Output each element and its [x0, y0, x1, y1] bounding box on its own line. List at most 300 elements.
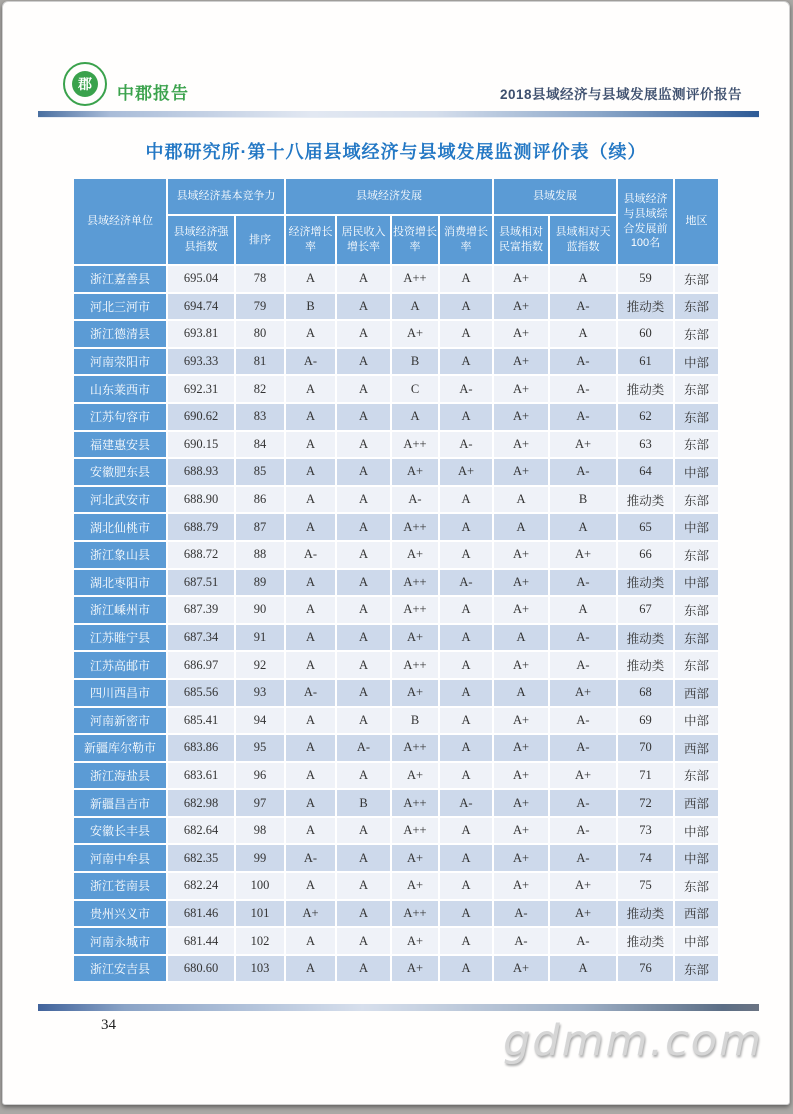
data-cell: A+ — [392, 680, 440, 708]
data-cell: A — [286, 321, 337, 349]
data-cell: 东部 — [675, 873, 720, 901]
county-name-cell: 河北武安市 — [74, 487, 168, 515]
subheader-income-growth: 居民收入增长率 — [337, 216, 392, 266]
data-cell: 93 — [236, 680, 286, 708]
data-cell: 东部 — [675, 294, 720, 322]
table-row — [74, 376, 720, 404]
data-cell: 687.39 — [168, 597, 236, 625]
data-cell: 693.81 — [168, 321, 236, 349]
data-cell: A- — [550, 928, 618, 956]
data-cell: A — [337, 845, 392, 873]
data-cell: 688.93 — [168, 459, 236, 487]
data-cell: 东部 — [675, 376, 720, 404]
data-cell: 101 — [236, 901, 286, 929]
county-name-cell: 河北三河市 — [74, 294, 168, 322]
data-cell: A — [286, 873, 337, 901]
page-number: 34 — [101, 1017, 116, 1033]
data-cell: A — [337, 652, 392, 680]
data-cell: A+ — [494, 266, 550, 294]
data-cell: A — [286, 928, 337, 956]
data-cell: A+ — [494, 459, 550, 487]
data-cell: A+ — [494, 790, 550, 818]
data-cell: 695.04 — [168, 266, 236, 294]
data-cell: A- — [286, 680, 337, 708]
data-cell: A — [286, 487, 337, 515]
data-cell: A+ — [494, 294, 550, 322]
data-cell: A+ — [550, 901, 618, 929]
data-cell: B — [392, 349, 440, 377]
data-cell: 东部 — [675, 404, 720, 432]
subheader-wealth-index: 县域相对民富指数 — [494, 216, 550, 266]
data-cell: A — [286, 597, 337, 625]
data-cell: A — [337, 321, 392, 349]
data-cell: 推动类 — [618, 928, 675, 956]
data-cell: A — [440, 735, 494, 763]
data-cell: A — [440, 928, 494, 956]
data-cell: A+ — [494, 652, 550, 680]
data-cell: A — [440, 404, 494, 432]
data-cell: A — [392, 294, 440, 322]
table-row — [74, 266, 720, 294]
data-cell: 中部 — [675, 928, 720, 956]
data-cell: 690.15 — [168, 432, 236, 460]
table-row — [74, 459, 720, 487]
data-cell: A- — [550, 735, 618, 763]
subheader-rank: 排序 — [236, 216, 286, 266]
table-row — [74, 790, 720, 818]
data-cell: 100 — [236, 873, 286, 901]
data-cell: 西部 — [675, 790, 720, 818]
data-cell: 90 — [236, 597, 286, 625]
data-cell: 推动类 — [618, 652, 675, 680]
data-cell: 东部 — [675, 266, 720, 294]
data-cell: A+ — [440, 459, 494, 487]
county-name-cell: 安徽长丰县 — [74, 818, 168, 846]
data-cell: A — [337, 459, 392, 487]
data-cell: 685.41 — [168, 708, 236, 736]
data-cell: A+ — [550, 873, 618, 901]
data-cell: A — [337, 956, 392, 984]
data-cell: A+ — [392, 321, 440, 349]
data-cell: 73 — [618, 818, 675, 846]
data-cell: A+ — [392, 763, 440, 791]
data-cell: 681.44 — [168, 928, 236, 956]
data-cell: A — [337, 542, 392, 570]
data-cell: A- — [550, 652, 618, 680]
county-name-cell: 浙江海盐县 — [74, 763, 168, 791]
data-cell: A — [337, 680, 392, 708]
data-cell: A — [494, 625, 550, 653]
data-cell: 82 — [236, 376, 286, 404]
data-cell: 694.74 — [168, 294, 236, 322]
data-cell: A — [286, 956, 337, 984]
data-cell: 61 — [618, 349, 675, 377]
county-name-cell: 新疆库尔勒市 — [74, 735, 168, 763]
data-cell: A+ — [550, 542, 618, 570]
data-cell: A — [550, 514, 618, 542]
page-title: 中郡研究所·第十八届县域经济与县域发展监测评价表（续） — [145, 142, 647, 162]
data-cell: 70 — [618, 735, 675, 763]
table-row — [74, 845, 720, 873]
data-cell: A+ — [494, 845, 550, 873]
data-cell: 中部 — [675, 708, 720, 736]
footer-divider — [38, 1004, 759, 1011]
table-row — [74, 487, 720, 515]
data-cell: 65 — [618, 514, 675, 542]
data-cell: 推动类 — [618, 625, 675, 653]
data-cell: 687.34 — [168, 625, 236, 653]
data-cell: A — [337, 708, 392, 736]
data-cell: 688.79 — [168, 514, 236, 542]
county-name-cell: 四川西昌市 — [74, 680, 168, 708]
county-name-cell: 湖北仙桃市 — [74, 514, 168, 542]
data-cell: A- — [550, 790, 618, 818]
data-cell: A — [440, 818, 494, 846]
data-cell: A++ — [392, 735, 440, 763]
county-name-cell: 浙江苍南县 — [74, 873, 168, 901]
group-header-competitiveness: 县域经济基本竞争力 — [168, 179, 286, 216]
table-row — [74, 901, 720, 929]
data-cell: 东部 — [675, 542, 720, 570]
county-name-cell: 浙江安吉县 — [74, 956, 168, 984]
county-name-cell: 山东莱西市 — [74, 376, 168, 404]
data-cell: 76 — [618, 956, 675, 984]
data-cell: B — [392, 708, 440, 736]
data-cell: A+ — [494, 542, 550, 570]
region-header: 地区 — [675, 179, 720, 266]
data-cell: 西部 — [675, 901, 720, 929]
data-cell: A- — [550, 404, 618, 432]
top100-header: 县域经济与县域综合发展前100名 — [618, 179, 675, 266]
corner-header: 县域经济单位 — [74, 179, 168, 266]
data-cell: 688.90 — [168, 487, 236, 515]
table-row — [74, 404, 720, 432]
data-cell: A- — [550, 845, 618, 873]
data-cell: A+ — [392, 542, 440, 570]
data-cell: A — [337, 818, 392, 846]
data-cell: A — [337, 294, 392, 322]
data-cell: 中部 — [675, 514, 720, 542]
data-cell: A+ — [286, 901, 337, 929]
data-cell: A — [337, 570, 392, 598]
data-cell: A — [337, 928, 392, 956]
county-name-cell: 浙江象山县 — [74, 542, 168, 570]
data-cell: 60 — [618, 321, 675, 349]
data-cell: A- — [440, 432, 494, 460]
data-cell: 63 — [618, 432, 675, 460]
data-cell: 中部 — [675, 459, 720, 487]
data-cell: A++ — [392, 818, 440, 846]
data-cell: A+ — [494, 376, 550, 404]
data-cell: 89 — [236, 570, 286, 598]
table-header — [74, 179, 720, 266]
data-cell: A — [286, 708, 337, 736]
data-cell: A- — [550, 349, 618, 377]
table-row — [74, 680, 720, 708]
table-row — [74, 597, 720, 625]
data-cell: 中部 — [675, 349, 720, 377]
table-row — [74, 294, 720, 322]
data-cell: A+ — [550, 432, 618, 460]
data-cell: A+ — [494, 321, 550, 349]
data-cell: 71 — [618, 763, 675, 791]
data-cell: 84 — [236, 432, 286, 460]
data-cell: A — [337, 487, 392, 515]
table-row — [74, 735, 720, 763]
county-name-cell: 江苏高邮市 — [74, 652, 168, 680]
data-cell: A- — [550, 625, 618, 653]
data-cell: 87 — [236, 514, 286, 542]
data-cell: 62 — [618, 404, 675, 432]
table-row — [74, 928, 720, 956]
data-cell: A — [337, 873, 392, 901]
data-cell: A- — [286, 349, 337, 377]
data-cell: A- — [494, 901, 550, 929]
data-cell: A — [337, 625, 392, 653]
data-cell: 685.56 — [168, 680, 236, 708]
data-cell: A+ — [494, 873, 550, 901]
data-cell: 681.46 — [168, 901, 236, 929]
table-row — [74, 956, 720, 984]
data-cell: A — [286, 266, 337, 294]
data-cell: A — [440, 763, 494, 791]
data-cell: 92 — [236, 652, 286, 680]
data-cell: 94 — [236, 708, 286, 736]
data-cell: A — [494, 487, 550, 515]
subheader-bluesky-index: 县域相对天蓝指数 — [550, 216, 618, 266]
group-header-economic-development: 县域经济发展 — [286, 179, 494, 216]
data-cell: A+ — [550, 680, 618, 708]
evaluation-table — [74, 179, 720, 983]
data-cell: A- — [286, 845, 337, 873]
data-cell: A — [337, 597, 392, 625]
data-cell: A — [337, 432, 392, 460]
data-cell: A++ — [392, 432, 440, 460]
data-cell: 中部 — [675, 570, 720, 598]
data-cell: A — [494, 514, 550, 542]
data-cell: A++ — [392, 597, 440, 625]
subheader-consumption-growth: 消费增长率 — [440, 216, 494, 266]
data-cell: 推动类 — [618, 376, 675, 404]
data-cell: A — [440, 514, 494, 542]
data-cell: A+ — [550, 763, 618, 791]
data-cell: 64 — [618, 459, 675, 487]
table-row — [74, 652, 720, 680]
subheader-economic-growth: 经济增长率 — [286, 216, 337, 266]
data-cell: A+ — [494, 735, 550, 763]
data-cell: 推动类 — [618, 570, 675, 598]
data-cell: A — [440, 266, 494, 294]
data-cell: 推动类 — [618, 294, 675, 322]
data-cell: 682.98 — [168, 790, 236, 818]
data-cell: 东部 — [675, 763, 720, 791]
county-name-cell: 安徽肥东县 — [74, 459, 168, 487]
county-name-cell: 河南永城市 — [74, 928, 168, 956]
data-cell: 688.72 — [168, 542, 236, 570]
data-cell: 59 — [618, 266, 675, 294]
data-cell: A — [440, 873, 494, 901]
data-cell: A++ — [392, 266, 440, 294]
data-cell: 682.64 — [168, 818, 236, 846]
data-cell: A — [494, 680, 550, 708]
table-row — [74, 873, 720, 901]
table-row — [74, 570, 720, 598]
logo-seal-glyph: 郡 — [72, 71, 98, 97]
data-cell: A — [286, 514, 337, 542]
county-name-cell: 贵州兴义市 — [74, 901, 168, 929]
data-cell: A- — [550, 459, 618, 487]
data-cell: 中部 — [675, 845, 720, 873]
county-name-cell: 浙江德清县 — [74, 321, 168, 349]
data-cell: 86 — [236, 487, 286, 515]
county-name-cell: 浙江嘉善县 — [74, 266, 168, 294]
logo-text: 中郡报告 — [117, 84, 189, 103]
data-cell: A — [440, 901, 494, 929]
data-cell: 98 — [236, 818, 286, 846]
table-row — [74, 708, 720, 736]
data-cell: A+ — [494, 956, 550, 984]
report-page — [2, 1, 790, 1105]
data-cell: 687.51 — [168, 570, 236, 598]
data-cell: A- — [440, 376, 494, 404]
county-name-cell: 新疆昌吉市 — [74, 790, 168, 818]
data-cell: 79 — [236, 294, 286, 322]
county-name-cell: 河南中牟县 — [74, 845, 168, 873]
data-cell: A — [440, 652, 494, 680]
data-cell: 东部 — [675, 652, 720, 680]
data-cell: 95 — [236, 735, 286, 763]
watermark: gdmm.com — [503, 1016, 763, 1066]
data-cell: A- — [440, 790, 494, 818]
data-cell: A — [286, 790, 337, 818]
data-cell: 103 — [236, 956, 286, 984]
data-cell: A — [550, 956, 618, 984]
data-cell: A — [286, 625, 337, 653]
data-cell: A+ — [392, 928, 440, 956]
data-cell: A — [550, 321, 618, 349]
data-cell: 683.86 — [168, 735, 236, 763]
data-cell: A++ — [392, 790, 440, 818]
data-cell: 东部 — [675, 597, 720, 625]
group-header-county-development: 县域发展 — [494, 179, 618, 216]
data-cell: A — [286, 652, 337, 680]
data-cell: 81 — [236, 349, 286, 377]
data-cell: A+ — [494, 432, 550, 460]
table-body — [74, 266, 720, 983]
data-cell: A — [286, 459, 337, 487]
data-cell: 东部 — [675, 321, 720, 349]
data-cell: A+ — [494, 404, 550, 432]
data-cell: 西部 — [675, 680, 720, 708]
data-cell: A- — [550, 708, 618, 736]
data-cell: A+ — [494, 708, 550, 736]
data-cell: 680.60 — [168, 956, 236, 984]
data-cell: A++ — [392, 514, 440, 542]
data-cell: 682.24 — [168, 873, 236, 901]
table-row — [74, 818, 720, 846]
data-cell: 83 — [236, 404, 286, 432]
data-cell: A+ — [494, 763, 550, 791]
data-cell: 推动类 — [618, 487, 675, 515]
data-cell: A — [440, 597, 494, 625]
data-cell: A- — [494, 928, 550, 956]
data-cell: A — [286, 763, 337, 791]
data-cell: A+ — [494, 818, 550, 846]
data-cell: A — [440, 321, 494, 349]
data-cell: 96 — [236, 763, 286, 791]
county-name-cell: 江苏句容市 — [74, 404, 168, 432]
county-name-cell: 河南新密市 — [74, 708, 168, 736]
data-cell: 683.61 — [168, 763, 236, 791]
data-cell: A- — [550, 376, 618, 404]
data-cell: A — [440, 708, 494, 736]
data-cell: 66 — [618, 542, 675, 570]
data-cell: 东部 — [675, 956, 720, 984]
data-cell: A — [337, 376, 392, 404]
county-name-cell: 河南荥阳市 — [74, 349, 168, 377]
data-cell: 72 — [618, 790, 675, 818]
county-name-cell: 福建惠安县 — [74, 432, 168, 460]
table-row — [74, 542, 720, 570]
data-cell: 67 — [618, 597, 675, 625]
data-cell: 东部 — [675, 432, 720, 460]
data-cell: 91 — [236, 625, 286, 653]
data-cell: 东部 — [675, 625, 720, 653]
data-cell: 97 — [236, 790, 286, 818]
data-cell: 102 — [236, 928, 286, 956]
table-row — [74, 349, 720, 377]
data-cell: A — [392, 404, 440, 432]
data-cell: A — [550, 597, 618, 625]
data-cell: A — [550, 266, 618, 294]
header-divider — [38, 111, 759, 118]
data-cell: A — [286, 735, 337, 763]
data-cell: 68 — [618, 680, 675, 708]
data-cell: A — [337, 514, 392, 542]
data-cell: 85 — [236, 459, 286, 487]
data-cell: A — [440, 542, 494, 570]
data-cell: 74 — [618, 845, 675, 873]
data-cell: A+ — [392, 956, 440, 984]
data-cell: 682.35 — [168, 845, 236, 873]
data-cell: A — [440, 845, 494, 873]
data-cell: 99 — [236, 845, 286, 873]
data-cell: A — [286, 404, 337, 432]
data-cell: A- — [550, 294, 618, 322]
county-name-cell: 湖北枣阳市 — [74, 570, 168, 598]
county-name-cell: 江苏睢宁县 — [74, 625, 168, 653]
data-cell: 686.97 — [168, 652, 236, 680]
data-cell: A- — [550, 818, 618, 846]
data-cell: B — [550, 487, 618, 515]
data-cell: 东部 — [675, 487, 720, 515]
data-cell: A+ — [392, 459, 440, 487]
county-name-cell: 浙江嵊州市 — [74, 597, 168, 625]
data-cell: A+ — [392, 845, 440, 873]
data-cell: 推动类 — [618, 901, 675, 929]
data-cell: 78 — [236, 266, 286, 294]
data-cell: A+ — [494, 349, 550, 377]
data-cell: 中部 — [675, 818, 720, 846]
data-cell: A — [337, 349, 392, 377]
table-row — [74, 321, 720, 349]
subheader-strong-county-index: 县域经济强县指数 — [168, 216, 236, 266]
data-cell: A — [337, 763, 392, 791]
data-cell: A++ — [392, 570, 440, 598]
table-row — [74, 763, 720, 791]
data-cell: A- — [286, 542, 337, 570]
data-cell: 692.31 — [168, 376, 236, 404]
